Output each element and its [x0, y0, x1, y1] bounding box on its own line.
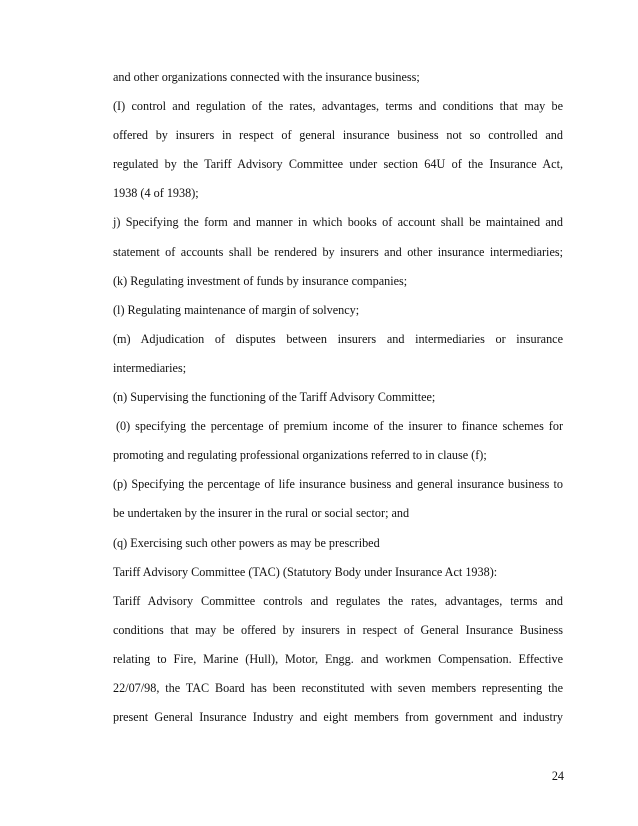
text-line: 1938 (4 of 1938); [113, 186, 199, 201]
text-line: Tariff Advisory Committee (TAC) (Statutory Body under Insurance Act 1938): [113, 564, 498, 579]
text-line: (I) control and regulation of the rates, advantages, terms and conditions that may be [113, 99, 563, 114]
text-line: (l) Regulating maintenance of margin of solvency; [113, 302, 360, 317]
text-line: statement of accounts shall be rendered by insurers and other insurance intermediaries; [113, 244, 563, 259]
text-line: Tariff Advisory Committee controls and regulates the rates, advantages, terms and [113, 593, 563, 608]
text-line: (q) Exercising such other powers as may be prescribed [113, 535, 380, 550]
text-line: (0) specifying the percentage of premium income of the insurer to finance schemes for [116, 419, 563, 434]
text-line: intermediaries; [113, 360, 187, 375]
text-line: offered by insurers in respect of general insurance business not so controlled and [113, 128, 563, 143]
text-line: (k) Regulating investment of funds by insurance companies; [113, 273, 408, 288]
text-line: j) Specifying the form and manner in which books of account shall be maintained and [113, 215, 563, 230]
text-line: (m) Adjudication of disputes between insurers and intermediaries or insurance [113, 331, 563, 346]
body-text [113, 70, 563, 739]
text-line: 22/07/98, the TAC Board has been reconstituted with seven members representing the [113, 680, 563, 695]
text-line: and other organizations connected with the insurance business; [113, 70, 420, 84]
text-line: (p) Specifying the percentage of life insurance business and general insurance business to [113, 477, 563, 492]
text-line: conditions that may be offered by insurers in respect of General Insurance Business [113, 622, 563, 637]
text-line: regulated by the Tariff Advisory Committee under section 64U of the Insurance Act, [113, 157, 563, 172]
text-line: present General Insurance Industry and eight members from government and industry [113, 710, 563, 725]
text-line: relating to Fire, Marine (Hull), Motor, Engg. and workmen Compensation. Effective [113, 651, 563, 666]
text-line: promoting and regulating professional organizations referred to in clause (f); [113, 448, 487, 463]
text-line: be undertaken by the insurer in the rural or social sector; and [113, 506, 410, 521]
text-line: (n) Supervising the functioning of the Tariff Advisory Committee; [113, 390, 436, 405]
page-number: 24 [551, 769, 564, 783]
